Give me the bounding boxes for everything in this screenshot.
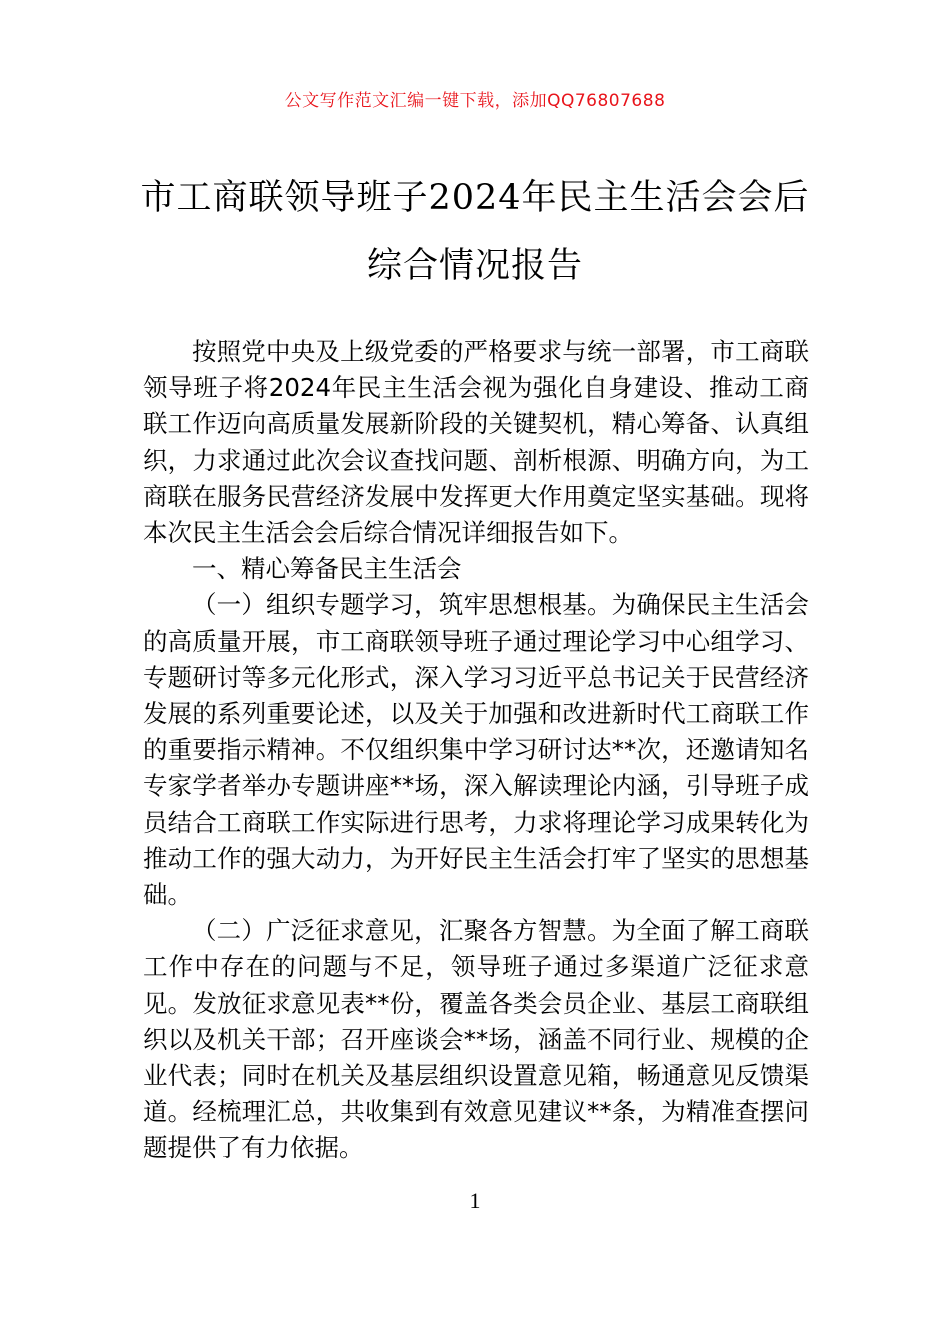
document-title-line-2: 综合情况报告 (366, 246, 583, 286)
section-heading: 一、精心筹备民主生活会 (192, 554, 462, 584)
subsection-paragraph-1: （一）组织专题学习，筑牢思想根基。为确保民主生活会的高质量开展，市工商联领导班子通过理论学习中心组学习、专题研讨等多元化形式，深入学习习近平总书记关于民营经济发展的系列重要论述，以及关于加强和改进新时代工商联工作的重要指示精神。不仅组织集中学习研讨达**次，还邀请知名专家学者举办专题讲座**场，深入解读理论内涵，引导班子成员结合工商联工作实际进行思考，力求将理论学习成果转化为推动工作的强大动力，为开好民主生活会打牢了坚实的思想基础。 (143, 590, 809, 910)
download-promo-note: 公文写作范文汇编一键下载，添加QQ76807688 (284, 91, 666, 111)
intro-paragraph: 按照党中央及上级党委的严格要求与统一部署，市工商联领导班子将2024年民主生活会视为强化自身建设、推动工商联工作迈向高质量发展新阶段的关键契机，精心筹备、认真组织，力求通过此次会议查找问题、剖析根源、明确方向，为工商联在服务民营经济发展中发挥更大作用奠定坚实基础。现将本次民主生活会会后综合情况详细报告如下。 (143, 337, 809, 548)
subsection-paragraph-2: （二）广泛征求意见，汇聚各方智慧。为全面了解工商联工作中存在的问题与不足，领导班子通过多渠道广泛征求意见。发放征求意见表**份，覆盖各类会员企业、基层工商联组织以及机关干部；召开座谈会**场，涵盖不同行业、规模的企业代表；同时在机关及基层组织设置意见箱，畅通意见反馈渠道。经梳理汇总，共收集到有效意见建议**条，为精准查摆问题提供了有力依据。 (143, 916, 809, 1163)
page-number: 1 (469, 1188, 481, 1213)
document-title-line-1: 市工商联领导班子2024年民主生活会会后 (140, 178, 810, 218)
document-body (143, 334, 809, 1167)
